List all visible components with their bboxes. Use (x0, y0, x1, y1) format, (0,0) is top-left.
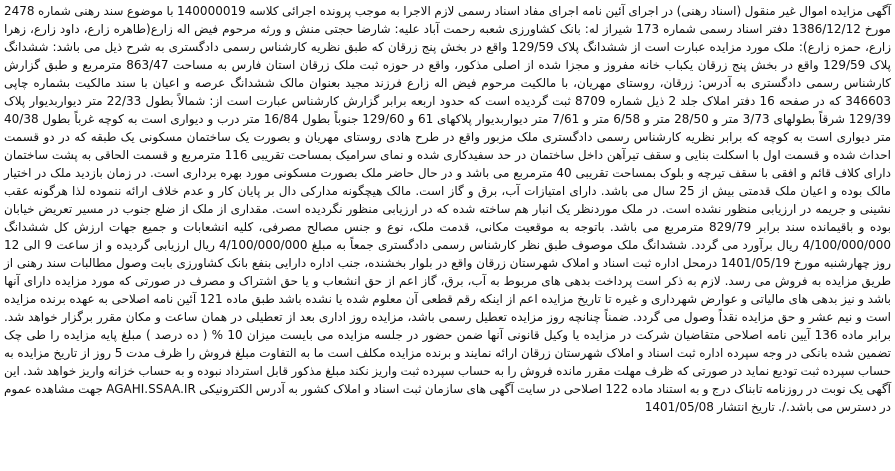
auction-notice-text: آگهی مزایده اموال غیر منقول (اسناد رهنی) در اجرای آئین نامه اجرای مفاد اسناد رسمی لازم الاجرا به موجب پرونده اجرائی کلاسه 140000019 با موضوع سند رهنی شماره 2478 مورخ 1386/12/12 دفتر اسناد رسمی شماره 173 شیراز له: بانک کشاورزی شعبه رحمت آباد علیه: شارضا حجتی منش و ورثه مرحوم فیض اله زارع(طاهره زارع، داود زارع، زهرا زارع، حمزه زارع): ملک مورد مزایده عبارت است از ششدانگ پلاک 129/59 واقع در بخش پنج زرقان که طبق نظریه کارشناس رسمی دادگستری به شرح ذیل می باشد: ششدانگ پلاک 129/59 واقع در بخش پنج زرقان یکباب خانه مفروز و مجزا شده از اصلی مذکور، واقع در حوزه ثبت ملک زرقان استان فارس به مساحت 863/47 مترمربع و طبق گزارش کارشناس رسمی دادگستری به آدرس: زرقان، روستای مهریان، با مالکیت مرحوم فیض اله زارع فرزند مجید بعنوان مالک ششدانگ عرصه و اعیان با سند مالکیت بشماره چاپی 346603 که در صفحه 16 دفتر املاک جلد 2 ذیل شماره 8709 ثبت گردیده است که حدود اربعه برابر گزارش کارشناس عبارت است از: شمالاً بطول 22/33 متر دیواربدیوار پلاک 129/39 شرقاً بطولهای 3/73 متر و 28/50 متر و 6/58 متر و 7/61 متر دیواربدیوار پلاکهای 61 و 129/60 جنوباً بطول 16/84 متر درب و دیواری است به کوچه غرباً بطول 40/38 متر دیواری است به کوچه که برابر نظریه کارشناس رسمی دادگستری ملک مزبور واقع در طرح هادی روستای مهریان و بصورت یک ساختمان مسکونی یک طبقه که در دو قسمت احداث شده و قسمت اول با اسکلت بنایی و سقف تیرآهن داخل ساختمان در حد سفیدکاری شده و نمای سرامیک بمساحت تقریبی 116 مترمربع و قسمت الحاقی به پشت ساختمان دارای کلاف قائم و افقی با سقف تیرچه و بلوک بمساحت تقریبی 40 مترمربع می باشد و در حال حاضر ملک بصورت مسکونی مورد بهره برداری است. در زمان بازدید ملک در اختیار مالک بوده و اعیان ملک قدمتی بیش از 25 سال می باشد. دارای امتیازات آب، برق و گاز است. مالک هیچگونه مدارکی دال بر پایان کار و عدم خلاف ارائه ننموده لذا هرگونه عقب نشینی و جریمه در ارزیابی منظور نشده است. در ملک موردنظر یک انبار هم ساخته شده که در ارزیابی منظور نگردیده است. مقداری از ملک از ضلع جنوب در مسیر تعریض خیابان بوده و باقیمانده سند برابر 829/79 مترمربع می باشد. باتوجه به موقعیت مکانی، قدمت ملک، نوع و جنس مصالح مصرفی، کلیه انشعابات و جمیع جهات ارزش کل ششدانگ 4/100/000/000 ریال برآورد می گردد. ششدانگ ملک موصوف طبق نظر کارشناس رسمی دادگستری جمعاً به مبلغ 4/100/000/000 ریال ارزیابی گردیده و از ساعت 9 الی 12 روز چهارشنبه مورخ 1401/05/19 درمحل اداره ثبت اسناد و املاک شهرستان زرقان واقع در بلوار بخشنده، جنب اداره دارایی بنفع بانک کشاورزی بابت وصول مطالبات سند رهنی از طریق مزایده به فروش می رسد. لازم به ذکر است پرداخت بدهی های مربوط به آب، برق، گاز اعم از حق انشعاب و یا حق اشتراک و مصرف در صورتی که مورد مزایده دارای آنها باشد و نیز بدهی های مالیاتی و عوارض شهرداری و غیره تا تاریخ مزایده اعم از اینکه رقم قطعی آن معلوم شده یا نشده باشد طبق ماده 121 آئین نامه اصلاحی به عهده برنده مزایده است و نیم عشر و حق مزایده نقداً وصول می گردد. ضمناً چنانچه روز مزایده تعطیل رسمی باشد، مزایده روز اداری بعد از تعطیلی در همان ساعت و مکان مقرر برگزار خواهد شد. برابر ماده 136 آیین نامه اصلاحی متقاضیان شرکت در مزایده یا وکیل قانونی آنها ضمن حضور در جلسه مزایده می بایست میزان 10 % ( ده درصد ) مبلغ پایه مزایده را طی چک تضمین شده بانکی در وجه سپرده اداره ثبت اسناد و املاک شهرستان زرقان ارائه نمایند و برنده مزایده مکلف است ما به التفاوت مبلغ فروش را ظرف مدت 5 روز از تاریخ مزایده به حساب سپرده ثبت تودیع نماید در صورتی که ظرف مهلت مقرر مانده فروش را به حساب سپرده ثبت واریز نکند مبلغ مذکور قابل استرداد نبوده و به حساب خزانه واریز خواهد شد. این آگهی یک نوبت در روزنامه تابناک درج و به استناد ماده 122 اصلاحی در سایت آگهی های سازمان ثبت اسناد و املاک کشور به آدرس الکترونیکی AGAHI.SSAA.IR جهت مشاهده عموم در دسترس می باشد./. تاریخ انتشار 1401/05/08 (4, 4, 892, 414)
